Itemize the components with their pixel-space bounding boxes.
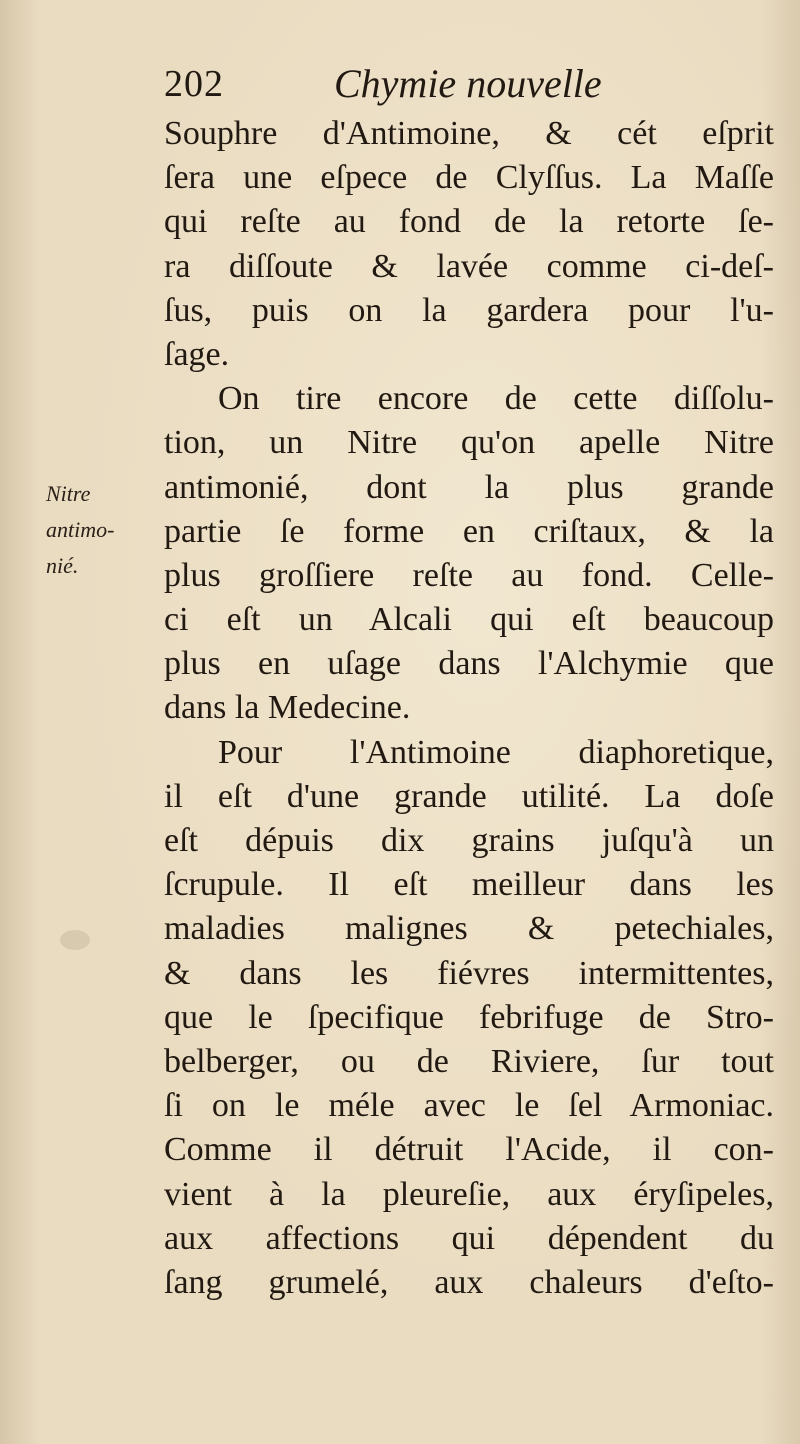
margin-note-line: nié.: [46, 553, 79, 578]
running-head: Chymie nouvelle: [334, 61, 602, 106]
body-text: [164, 112, 774, 1305]
text-line: On tire encore de cette diſſolu-: [218, 380, 774, 418]
text-line: ſera une eſpece de Clyſſus. La Maſſe: [164, 159, 774, 197]
text-line: vient à la pleureſie, aux éryſipeles,: [164, 1175, 774, 1213]
text-line: que le ſpecifique febrifuge de Stro-: [164, 998, 774, 1036]
text-line: ſi on le méle avec le ſel Armoniac.: [164, 1087, 774, 1125]
text-line: Souphre d'Antimoine, & cét eſprit: [164, 115, 774, 152]
text-line: qui reſte au fond de la retorte ſe-: [164, 203, 774, 241]
margin-note-line: antimo-: [46, 517, 115, 542]
text-line: ſcrupule. Il eſt meilleur dans les: [164, 866, 774, 904]
text-line: ſus, puis on la gardera pour l'u-: [164, 291, 774, 329]
text-line: ra diſſoute & lavée comme ci-deſ-: [164, 247, 774, 285]
text-line: ſang grumelé, aux chaleurs d'eſto-: [164, 1263, 774, 1301]
text-line: plus en uſage dans l'Alchymie que: [164, 645, 774, 683]
text-line: & dans les fiévres intermittentes,: [164, 954, 774, 992]
text-line: il eſt d'une grande utilité. La doſe: [164, 777, 774, 815]
text-line: Comme il détruit l'Acide, il con-: [164, 1131, 774, 1169]
text-line: aux affections qui dépendent du: [164, 1219, 774, 1257]
margin-note: [46, 476, 156, 584]
margin-note-line: Nitre: [46, 481, 91, 506]
text-line: plus groſſiere reſte au fond. Celle-: [164, 556, 774, 594]
text-line: eſt dépuis dix grains juſqu'à un: [164, 822, 774, 859]
text-line: maladies malignes & petechiales,: [164, 910, 774, 948]
page-header: [164, 62, 764, 110]
text-line: antimonié, dont la plus grande: [164, 468, 774, 506]
text-line: ſage.: [164, 335, 230, 373]
text-line: Pour l'Antimoine diaphoretique,: [218, 733, 774, 771]
text-line: belberger, ou de Riviere, ſur tout: [164, 1042, 774, 1080]
page-number: 202: [164, 63, 224, 105]
ink-smudge: [60, 930, 90, 950]
text-line: dans la Medecine.: [164, 689, 411, 727]
text-line: partie ſe forme en criſtaux, & la: [164, 512, 774, 550]
text-line: ci eſt un Alcali qui eſt beaucoup: [164, 601, 774, 639]
text-line: tion, un Nitre qu'on apelle Nitre: [164, 424, 774, 462]
